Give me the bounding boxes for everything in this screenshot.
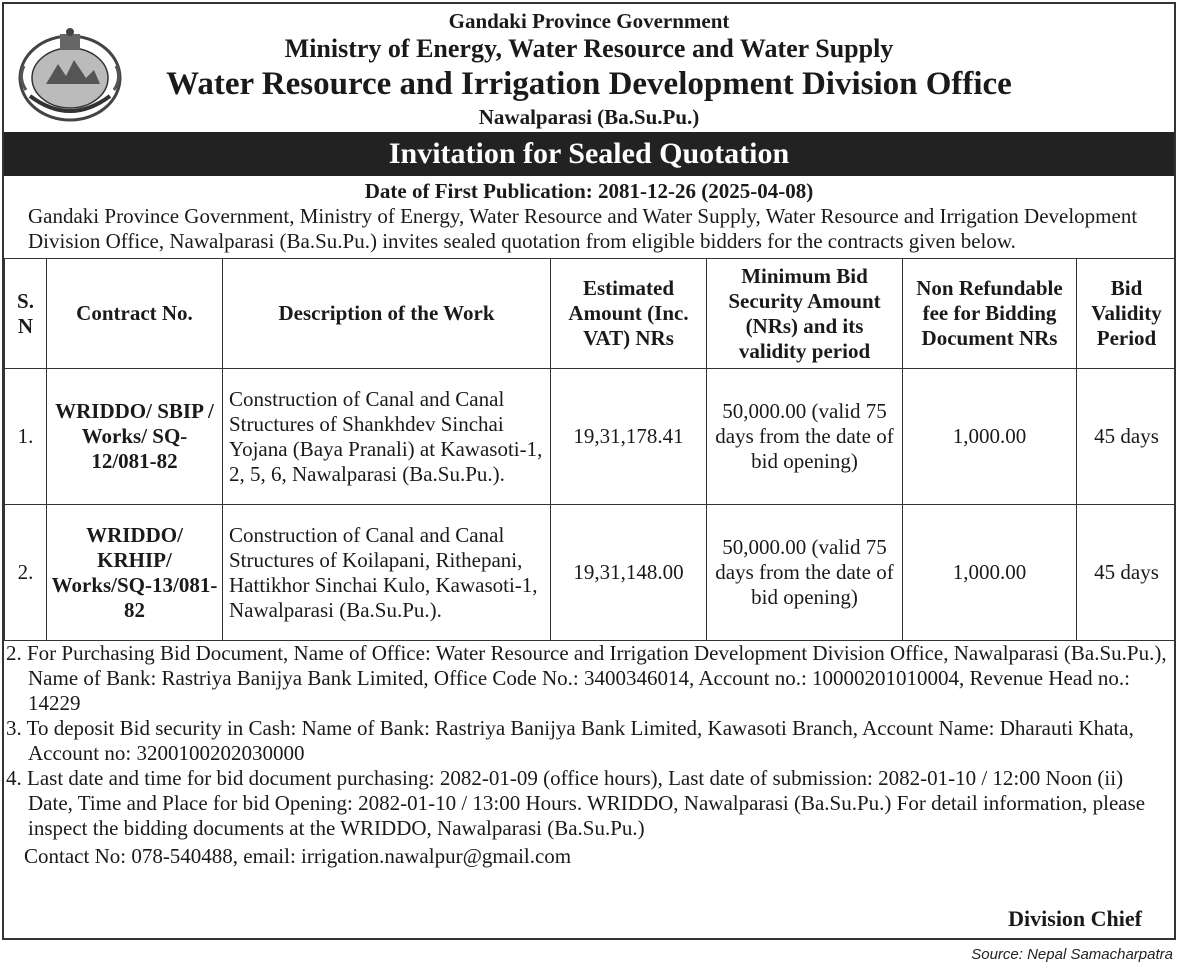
row-fee: 1,000.00: [903, 369, 1077, 505]
notice-frame: [2, 2, 1176, 940]
contracts-table: [4, 258, 1176, 641]
row-validity: 45 days: [1077, 505, 1177, 641]
table-row: [5, 505, 1177, 641]
header-fee: Non Refundable fee for Bidding Document NRs: [903, 259, 1077, 369]
row-description: Construction of Canal and Canal Structures of Koilapani, Rithepani, Hattikhor Sinchai Kulo, Kawasoti-1, Nawalparasi (Ba.Su.Pu.).: [223, 505, 551, 641]
intro-paragraph: [4, 204, 1174, 254]
intro-text: Gandaki Province Government, Ministry of Energy, Water Resource and Water Supply, Water Resource and Irrigation Development Division Office, Nawalparasi (Ba.Su.Pu.) invites sealed quotation from eligible bidders for the contracts given below.: [28, 204, 1138, 253]
ministry-name: Ministry of Energy, Water Resource and Water Supply: [284, 34, 894, 63]
office-location: Nawalparasi (Ba.Su.Pu.): [478, 105, 700, 129]
office-name: Water Resource and Irrigation Development Division Office: [166, 66, 1012, 102]
contact-info: Contact No: 078-540488, email: irrigation.nawalpur@gmail.com: [24, 844, 572, 868]
row-security: 50,000.00 (valid 75 days from the date of bid opening): [707, 369, 903, 505]
row-sn: 1.: [5, 369, 47, 505]
gov-name: Gandaki Province Government: [448, 9, 730, 33]
notice-title: Invitation for Sealed Quotation: [4, 132, 1174, 176]
row-contract: WRIDDO/ KRHIP/ Works/SQ-13/081-82: [47, 505, 223, 641]
row-description: Construction of Canal and Canal Structures of Shankhdev Sinchai Yojana (Baya Pranali) at Kawasoti-1, 2, 5, 6, Nawalparasi (Ba.Su.Pu.).: [223, 369, 551, 505]
notice-header: [4, 4, 1174, 132]
header-validity: Bid Validity Period: [1077, 259, 1177, 369]
row-amount: 19,31,178.41: [551, 369, 707, 505]
note-purchase: 2. For Purchasing Bid Document, Name of Office: Water Resource and Irrigation Development Division Office, Nawalparasi (Ba.Su.Pu.), Name of Bank: Rastriya Banijya Bank Limited, Office Code No.: 3400346014, Account no.: 10000201010004, Revenue Head no.: 14229: [6, 641, 1167, 715]
source-credit: Source: Nepal Samacharpatra: [971, 946, 1173, 963]
row-sn: 2.: [5, 505, 47, 641]
signature-title: Division Chief: [1008, 906, 1142, 931]
header-description: Description of the Work: [223, 259, 551, 369]
row-fee: 1,000.00: [903, 505, 1077, 641]
publication-date: Date of First Publication: 2081-12-26 (2025-04-08): [364, 179, 814, 203]
table-row: [5, 369, 1177, 505]
header-security: Minimum Bid Security Amount (NRs) and its validity period: [707, 259, 903, 369]
header-contract: Contract No.: [47, 259, 223, 369]
intro-number: [6, 204, 28, 229]
note-deposit: 3. To deposit Bid security in Cash: Name of Bank: Rastriya Banijya Bank Limited, Kawasoti Branch, Account Name: Dharauti Khata, Account no: 3200100202030000: [6, 716, 1134, 765]
header-sn: S. N: [5, 259, 47, 369]
row-security: 50,000.00 (valid 75 days from the date of bid opening): [707, 505, 903, 641]
row-validity: 45 days: [1077, 369, 1177, 505]
header-amount: Estimated Amount (Inc. VAT) NRs: [551, 259, 707, 369]
notes-section: [4, 641, 1174, 841]
note-dates: 4. Last date and time for bid document purchasing: 2082-01-09 (office hours), Last date of submission: 2082-01-10 / 12:00 Noon (ii) Date, Time and Place for bid Opening: 2082-01-10 / 13:00 Hours. WRIDDO, Nawalparasi (Ba.Su.Pu.) For detail information, please inspect the bidding documents at the WRIDDO, Nawalparasi (Ba.Su.Pu.): [6, 766, 1146, 840]
row-amount: 19,31,148.00: [551, 505, 707, 641]
row-contract: WRIDDO/ SBIP / Works/ SQ-12/081-82: [47, 369, 223, 505]
